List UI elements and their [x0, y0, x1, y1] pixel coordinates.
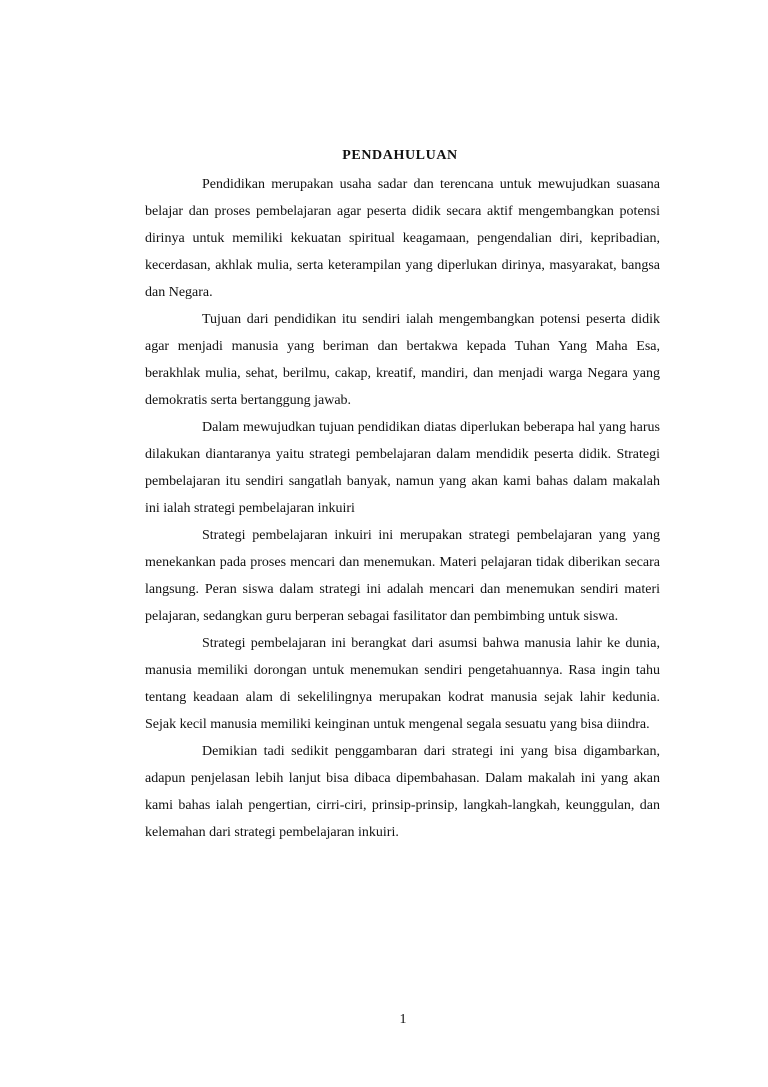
page-title: PENDAHULUAN — [342, 148, 458, 163]
paragraph-3: Dalam mewujudkan tujuan pendidikan diatas diperlukan beberapa hal yang harus dilakukan diantaranya yaitu strategi pembelajaran dalam mendidik peserta didik. Strategi pembelajaran itu sendiri sangatlah banyak, namun yang akan kami bahas dalam makalah ini ialah strategi pembelajaran inkuiri — [145, 420, 660, 516]
paragraph-1: Pendidikan merupakan usaha sadar dan terencana untuk mewujudkan suasana belajar dan proses pembelajaran agar peserta didik secara aktif mengembangkan potensi dirinya untuk memiliki kekuatan spiritual keagamaan, pengendalian diri, kepribadian, kecerdasan, akhlak mulia, serta keterampilan yang diperlukan dirinya, masyarakat, bangsa dan Negara. — [145, 177, 660, 300]
paragraph-6: Demikian tadi sedikit penggambaran dari strategi ini yang bisa digambarkan, adapun penjelasan lebih lanjut bisa dibaca dipembahasan. Dalam makalah ini yang akan kami bahas ialah pengertian, cirri-ciri, prinsip-prinsip, langkah-langkah, keunggulan, dan kelemahan dari strategi pembelajaran inkuiri. — [145, 744, 660, 840]
document-body — [145, 171, 660, 846]
paragraph-5: Strategi pembelajaran ini berangkat dari asumsi bahwa manusia lahir ke dunia, manusia memiliki dorongan untuk menemukan sendiri pengetahuannya. Rasa ingin tahu tentang keadaan alam di sekelilingnya merupakan kodrat manusia sejak lahir kedunia. Sejak kecil manusia memiliki keinginan untuk mengenal segala sesuatu yang bisa diindra. — [145, 636, 660, 732]
paragraph-4: Strategi pembelajaran inkuiri ini merupakan strategi pembelajaran yang yang menekankan pada proses mencari dan menemukan. Materi pelajaran tidak diberikan secara langsung. Peran siswa dalam strategi ini adalah mencari dan menemukan sendiri materi pelajaran, sedangkan guru berperan sebagai fasilitator dan pembimbing untuk siswa. — [145, 528, 660, 624]
paragraph-2: Tujuan dari pendidikan itu sendiri ialah mengembangkan potensi peserta didik agar menjadi manusia yang beriman dan bertakwa kepada Tuhan Yang Maha Esa, berakhlak mulia, sehat, berilmu, cakap, kreatif, mandiri, dan menjadi warga Negara yang demokratis serta bertanggung jawab. — [145, 312, 660, 408]
page-number: 1 — [399, 1012, 407, 1027]
